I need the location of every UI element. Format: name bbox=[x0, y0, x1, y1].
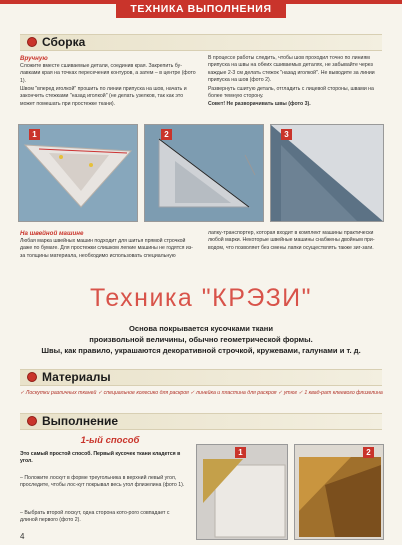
materials-title: Материалы bbox=[42, 370, 111, 384]
manual-paragraph-2: Швом "вперед иголкой" прошить по линии припуска на шов, начать и закончить стежками "назад иголкой" (не делать узелков, так как это может помешать при простежке ткани). bbox=[20, 86, 187, 107]
vypolnenie-header bbox=[20, 413, 382, 430]
photo-2-number: 2 bbox=[161, 129, 172, 140]
method-heading: 1-ый способ bbox=[80, 435, 140, 446]
page-number: 4 bbox=[20, 532, 25, 541]
photo-2 bbox=[144, 124, 264, 222]
bullet-icon bbox=[27, 372, 37, 382]
sborka-title: Сборка bbox=[42, 35, 86, 49]
method-step-2: – Выбрать второй лоскут, одна сторона кото-рого совпадает с длиной первого (фото 2). bbox=[20, 510, 170, 524]
crazy-intro-line-2: произвольной величины, обычно геометрической формы. bbox=[89, 335, 313, 344]
method-step-1: – Положите лоскут в форме треугольника в верхний левый угол, проследите, чтобы лос-кут покрывал весь угол флизелина (фото 1). bbox=[20, 475, 185, 489]
bullet-icon bbox=[27, 416, 37, 426]
photo-1-number: 1 bbox=[29, 129, 40, 140]
step-photo-2-number: 2 bbox=[363, 447, 374, 458]
method-intro: Это самый простой способ. Первый кусочек ткани кладется в угол. bbox=[20, 451, 181, 465]
sborka-col2-paragraph-2: Развернуть сшитую деталь, отгладить с лицевой стороны, швами на более темную сторону. bbox=[208, 86, 374, 100]
sborka-tip: Совет! Не разворачивать швы (фото 3). bbox=[208, 101, 311, 107]
manual-subheading: Вручную bbox=[20, 55, 48, 62]
sborka-col2-paragraph-1: В процессе работы следить, чтобы шов проходил точно по линиям припуска на швы на обеих сшиваемых деталях, не забывайте через каждые 2-3 см делать стежок "назад иголкой". Не выводите за линии припуска на шов (фото 2). bbox=[208, 55, 375, 84]
step-photo-1-image bbox=[197, 445, 288, 540]
machine-paragraph-1: Любая марка швейных машин подходит для шитья прямой строчкой даже по бумаге. Для простежки слишком легкие машины не годятся из-за толщины материала, необходимо использовать специальную bbox=[20, 238, 193, 259]
step-photo-2 bbox=[294, 444, 384, 540]
materials-header bbox=[20, 369, 382, 386]
crazy-intro-line-3: Швы, как правило, украшаются декоративной строчкой, кружевами, галунами и т. д. bbox=[41, 346, 361, 355]
manual-paragraph-1: Сложите вместе сшиваемые детали, соединив края. Закрепить бу-лавками края на точках пересечения контуров, а затем – в центре (фото 1). bbox=[20, 63, 196, 84]
crazy-title: Техника "КРЭЗИ" bbox=[89, 284, 313, 312]
machine-subheading: На швейной машине bbox=[20, 230, 84, 237]
step-photo-2-image bbox=[295, 445, 384, 540]
crazy-intro-line-1: Основа покрывается кусочками ткани bbox=[128, 324, 274, 333]
sborka-header bbox=[20, 34, 382, 51]
step-photo-1 bbox=[196, 444, 288, 540]
vypolnenie-title: Выполнение bbox=[42, 414, 119, 428]
photo-3-number: 3 bbox=[281, 129, 292, 140]
step-photo-1-number: 1 bbox=[235, 447, 246, 458]
machine-paragraph-2: лапку-транспортер, которая входит в комплект машины практически любой марки. Некоторые швейные машины снабжены двойным при-водом, что позволяет без смены лапки осуществлять также зиг-заги. bbox=[208, 230, 375, 251]
materials-list: ✓ Лоскутки различных тканей ✓ специальное колесико для раскроя ✓ линейка и пластина для раскроя ✓ утюг ✓ 1 квад-рат клеевого флизелина bbox=[20, 390, 383, 396]
photo-1 bbox=[18, 124, 138, 222]
bullet-icon bbox=[27, 37, 37, 47]
section-banner: ТЕХНИКА ВЫПОЛНЕНИЯ bbox=[116, 0, 286, 18]
photo-3 bbox=[270, 124, 384, 222]
